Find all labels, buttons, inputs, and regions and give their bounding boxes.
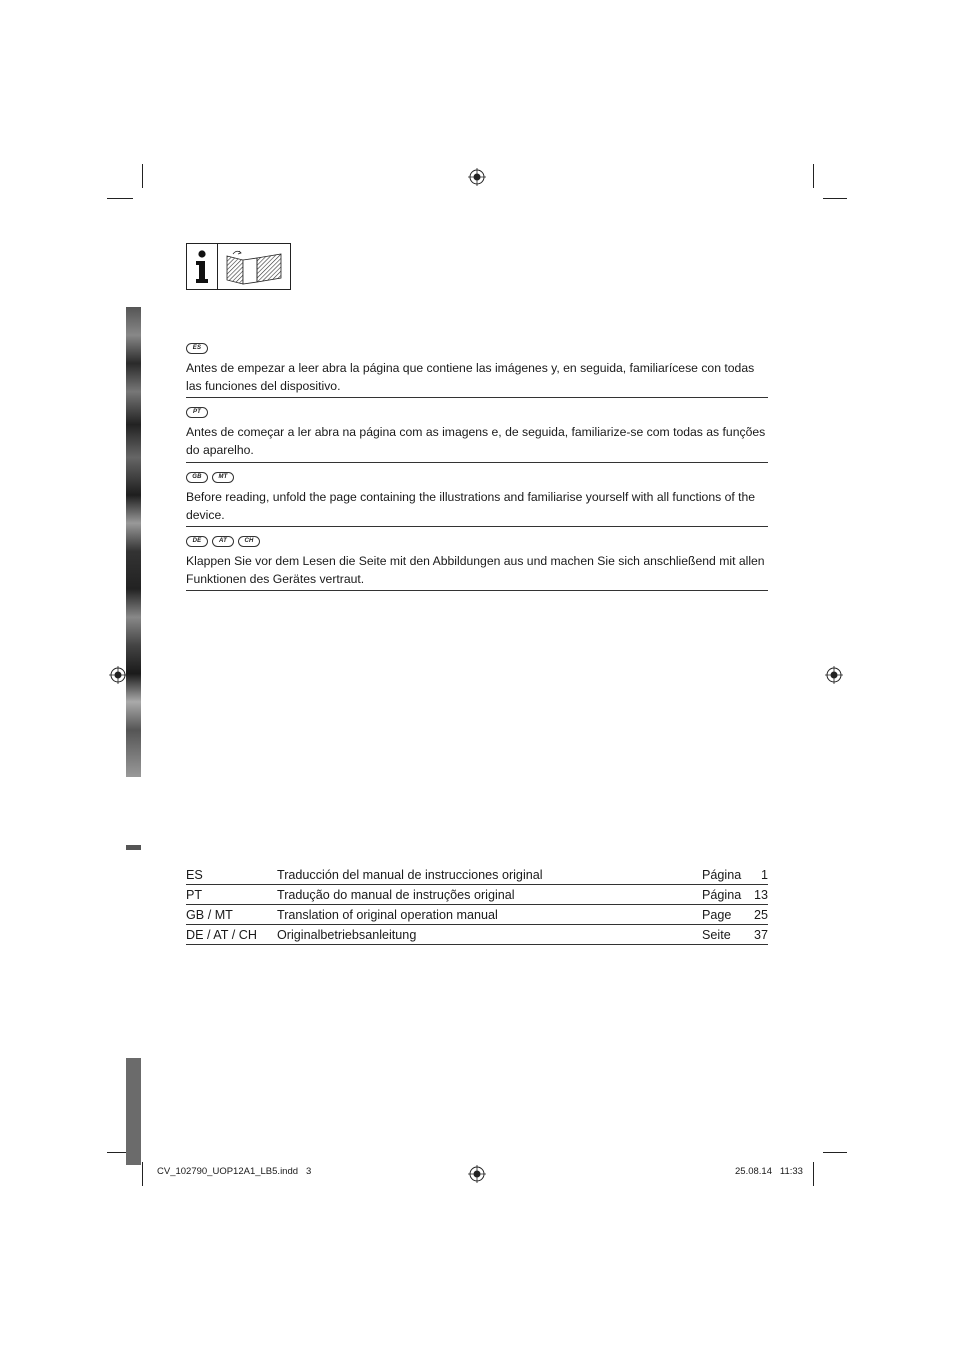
toc-page-label: Page [702, 908, 732, 922]
language-badges [186, 472, 768, 484]
toc-page-number: 37 [753, 928, 768, 942]
language-badge: CH [238, 536, 260, 547]
toc-language-code: DE / AT / CH [186, 928, 257, 942]
side-bar [126, 845, 141, 850]
table-of-contents [186, 866, 768, 946]
crop-mark [813, 1162, 814, 1186]
toc-row[interactable] [186, 866, 768, 885]
toc-title: Tradução do manual de instruções original [277, 888, 515, 902]
crop-mark [107, 198, 133, 199]
crop-mark [823, 198, 847, 199]
toc-page-label: Seite [702, 928, 731, 942]
lang-block-es [186, 343, 768, 398]
language-badge: MT [212, 472, 234, 483]
language-badge: PT [186, 407, 208, 418]
registration-mark-icon [468, 168, 486, 186]
toc-language-code: GB / MT [186, 908, 233, 922]
instruction-text: Antes de empezar a leer abra la página que contiene las imágenes y, en seguida, familiarícese con todas las funciones del dispositivo. [186, 361, 755, 393]
crop-mark [142, 164, 143, 188]
toc-page-number: 13 [753, 888, 768, 902]
toc-page-label: Página [702, 868, 742, 882]
side-color-strip [126, 1058, 141, 1165]
fold-out-page-icon [218, 244, 290, 289]
instruction-text: Klappen Sie vor dem Lesen die Seite mit den Abbildungen aus und machen Sie sich anschließend mit allen Funktionen des Gerätes vertraut. [186, 554, 765, 586]
language-badge: DE [186, 536, 208, 547]
toc-page-label: Página [702, 888, 742, 902]
toc-page-number: 1 [760, 868, 768, 882]
toc-title: Traducción del manual de instrucciones original [277, 868, 543, 882]
registration-mark-icon [468, 1165, 486, 1183]
registration-mark-icon [109, 666, 127, 684]
toc-row[interactable] [186, 906, 768, 925]
toc-language-code: PT [186, 888, 203, 902]
toc-title: Originalbetriebsanleitung [277, 928, 417, 942]
lang-block-gb-mt [186, 472, 768, 527]
instruction-text: Antes de começar a ler abra na página com as imagens e, de seguida, familiarize-se com todas as funções do aparelho. [186, 425, 766, 457]
crop-mark [142, 1162, 143, 1186]
side-photo-strip [126, 307, 141, 777]
instruction-text: Before reading, unfold the page containing the illustrations and familiarise yourself with all functions of the device. [186, 490, 756, 522]
language-badge: ES [186, 343, 208, 354]
lang-block-de-at-ch [186, 536, 768, 591]
language-badges [186, 343, 768, 355]
registration-mark-icon [825, 666, 843, 684]
info-box [186, 243, 291, 290]
toc-page-number: 25 [753, 908, 768, 922]
toc-row[interactable] [186, 926, 768, 945]
crop-mark [813, 164, 814, 188]
footer-filename: CV_102790_UOP12A1_LB5.indd 3 [157, 1166, 312, 1177]
toc-title: Translation of original operation manual [277, 908, 498, 922]
toc-language-code: ES [186, 868, 203, 882]
toc-row[interactable] [186, 886, 768, 905]
info-icon [187, 244, 218, 289]
lang-block-pt [186, 407, 768, 463]
footer-datetime: 25.08.14 11:33 [735, 1166, 803, 1177]
language-badge: GB [186, 472, 208, 483]
language-badges [186, 536, 768, 548]
crop-mark [823, 1152, 847, 1153]
language-badge: AT [212, 536, 234, 547]
language-badges [186, 407, 768, 419]
